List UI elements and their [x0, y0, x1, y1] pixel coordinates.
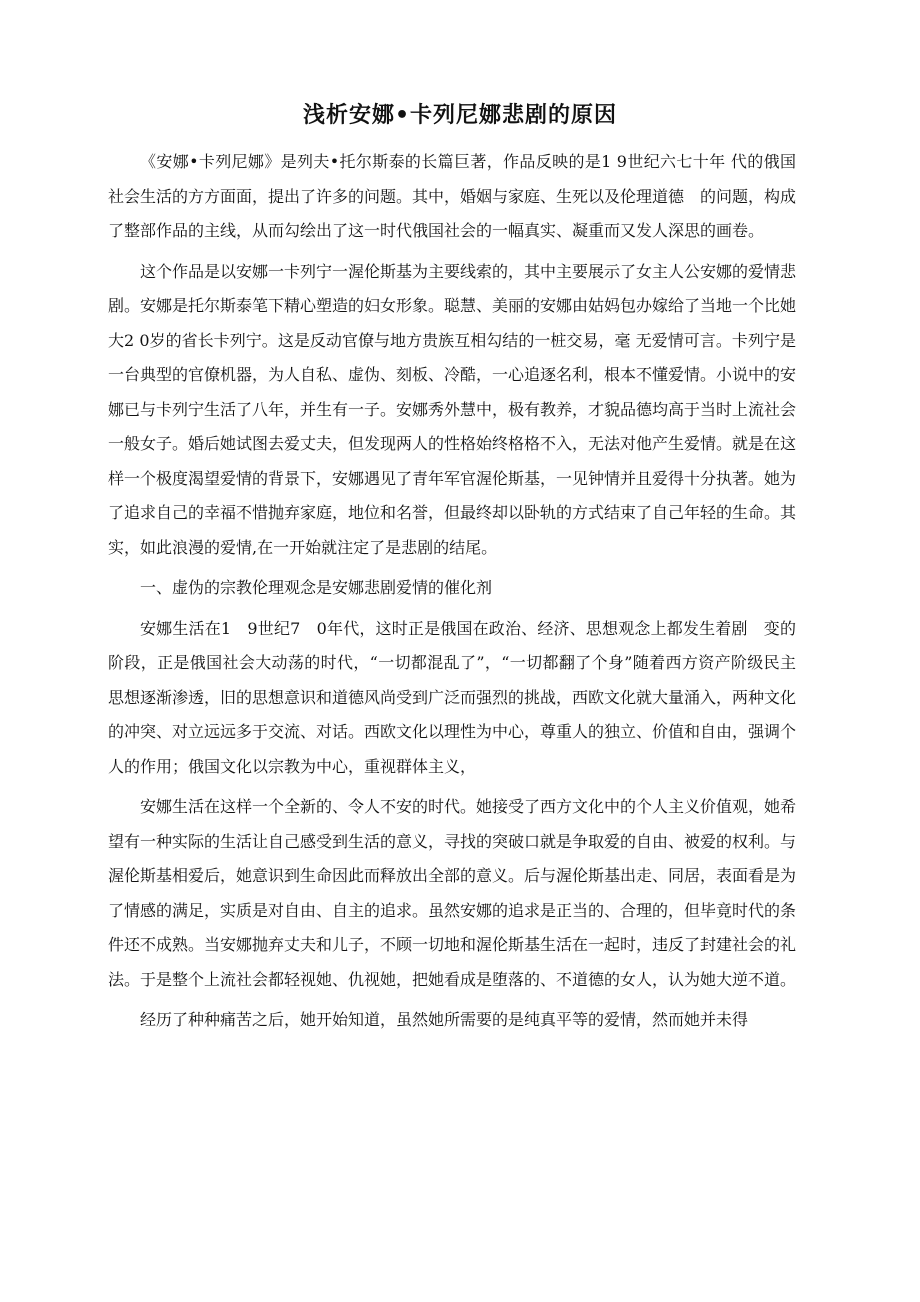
paragraph-intro: 《安娜•卡列尼娜》是列夫•托尔斯泰的长篇巨著，作品反映的是1 9世纪六七十年 代的俄国社会生活的方方面面，提出了许多的问题。其中，婚姻与家庭、生死以及伦理道德 的问题，构成了整部作品的主线，从而勾绘出了这一时代俄国社会的一幅真实、凝重而又发人深思的画卷。	[108, 152, 797, 240]
section-heading: 一、虚伪的宗教伦理观念是安娜悲剧爱情的催化剂	[140, 578, 493, 597]
paragraph-suffering: 经历了种种痛苦之后，她开始知道，虽然她所需要的是纯真平等的爱情，然而她并未得	[140, 1010, 749, 1029]
paragraph-plot-summary: 这个作品是以安娜一卡列宁一渥伦斯基为主要线索的，其中主要展示了女主人公安娜的爱情悲剧。安娜是托尔斯泰笔下精心塑造的妇女形象。聪慧、美丽的安娜由姑妈包办嫁给了当地一个比她大2 0岁的省长卡列宁。这是反动官僚与地方贵族互相勾结的一桩交易，毫 无爱情可言。卡列宁是一台典型的官僚机器，为人自私、虚伪、刻板、冷酷，一心追逐名利，根本不懂爱情。小说中的安娜已与卡列宁生活了八年，并生有一子。安娜秀外慧中，极有教养，才貌品德均高于当时上流社会一般女子。婚后她试图去爱丈夫，但发现两人的性格始终格格不入，无法对他产生爱情。就是在这样一个极度渴望爱情的背景下，安娜遇见了青年军官渥伦斯基，一见钟情并且爱得十分执著。她为了追求自己的幸福不惜抛弃家庭，地位和名誉，但最终却以卧轨的方式结束了自己年轻的生命。其实，如此浪漫的爱情,在一开始就注定了是悲剧的结尾。	[108, 261, 797, 557]
paragraph-anna-era: 安娜生活在这样一个全新的、令人不安的时代。她接受了西方文化中的个人主义价值观，她希望有一种实际的生活让自己感受到生活的意义，寻找的突破口就是争取爱的自由、被爱的权利。与渥伦斯基相爱后，她意识到生命因此而释放出全部的意义。后与渥伦斯基出走、同居，表面看是为了情感的满足，实质是对自由、自主的追求。虽然安娜的追求是正当的、合理的，但毕竟时代的条件还不成熟。当安娜抛弃丈夫和儿子，不顾一切地和渥伦斯基生活在一起时，违反了封建社会的礼法。于是整个上流社会都轻视她、仇视她，把她看成是堕落的、不道德的女人，认为她大逆不道。	[108, 797, 797, 989]
page-title: 浅析安娜•卡列尼娜悲剧的原因	[302, 103, 618, 128]
article-body	[108, 145, 796, 1038]
paragraph-historical-context: 安娜生活在1 9世纪7 0年代，这时正是俄国在政治、经济、思想观念上都发生着剧 变的阶段，正是俄国社会大动荡的时代，“一切都混乱了”，“一切都翻了个身”随着西方资产阶级民主思想逐渐渗透，旧的思想意识和道德风尚受到广泛而强烈的挑战，西欧文化就大量涌入，两种文化的冲突、对立远远多于交流、对话。西欧文化以理性为中心，尊重人的独立、价值和自由，强调个人的作用；俄国文化以宗教为中心，重视群体主义，	[108, 618, 797, 776]
